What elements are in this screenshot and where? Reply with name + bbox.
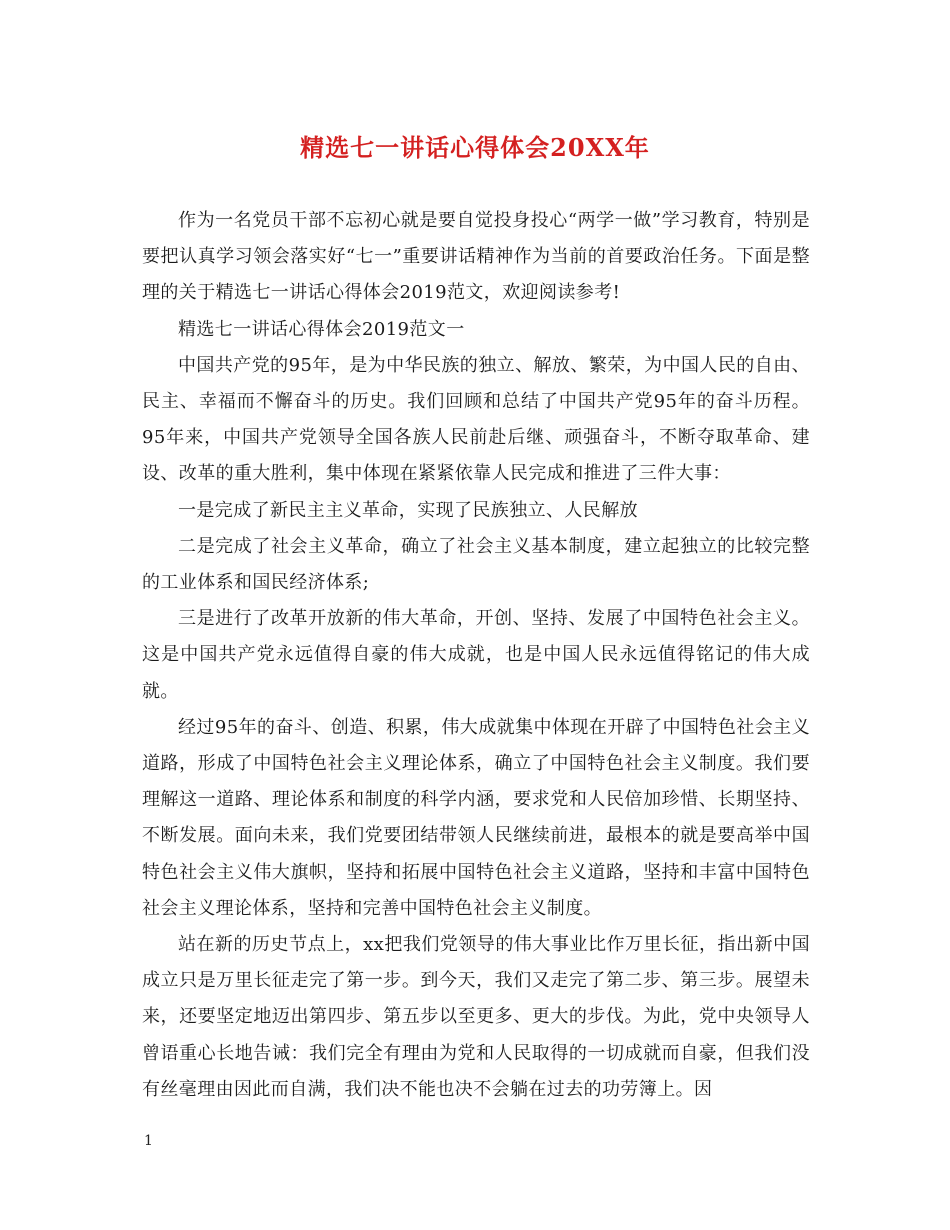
paragraph-achievements: 经过95年的奋斗、创造、积累，伟大成就集中体现在开辟了中国特色社会主义道路，形成了中国特色社会主义理论体系，确立了中国特色社会主义制度。我们要理解这一道路、理论体系和制度的科学内涵，要求党和人民倍加珍惜、长期坚持、不断发展。面向未来，我们党要团结带领人民继续前进，最根本的就是要高举中国特色社会主义伟大旗帜，坚持和拓展中国特色社会主义道路，坚持和丰富中国特色社会主义理论体系，坚持和完善中国特色社会主义制度。 — [142, 716, 810, 919]
paragraph-third-event: 三是进行了改革开放新的伟大革命，开创、坚持、发展了中国特色社会主义。这是中国共产党永远值得自豪的伟大成就，也是中国人民永远值得铭记的伟大成就。 — [142, 608, 810, 702]
paragraph-history: 中国共产党的95年，是为中华民族的独立、解放、繁荣，为中国人民的自由、民主、幸福而不懈奋斗的历史。我们回顾和总结了中国共产党95年的奋斗历程。95年来，中国共产党领导全国各族人民前赴后继、顽强奋斗，不断夺取革命、建设、改革的重大胜利，集中体现在紧紧依靠人民完成和推进了三件大事： — [142, 354, 810, 485]
paragraph-first-event: 一是完成了新民主主义革命，实现了民族独立、人民解放 — [178, 499, 638, 521]
document-body — [142, 203, 810, 1108]
paragraph-intro: 作为一名党员干部不忘初心就是要自觉投身投心“两学一做”学习教育，特别是要把认真学习领会落实好“七一”重要讲话精神作为当前的首要政治任务。下面是整理的关于精选七一讲话心得体会2019范文，欢迎阅读参考! — [142, 210, 810, 304]
paragraph-subheading: 精选七一讲话心得体会2019范文一 — [178, 318, 465, 340]
paragraph-second-event: 二是完成了社会主义革命，确立了社会主义基本制度，建立起独立的比较完整的工业体系和国民经济体系; — [142, 535, 810, 594]
page-number: 1 — [144, 1133, 153, 1149]
paragraph-long-march: 站在新的历史节点上，xx把我们党领导的伟大事业比作万里长征，指出新中国成立只是万里长征走完了第一步。到今天，我们又走完了第二步、第三步。展望未来，还要坚定地迈出第四步、第五步以至更多、更大的步伐。为此，党中央领导人曾语重心长地告诫：我们完全有理由为党和人民取得的一切成就而自豪，但我们没有丝毫理由因此而自满，我们决不能也决不会躺在过去的功劳簿上。因 — [142, 934, 810, 1100]
document-title: 精选七一讲话心得体会20XX年 — [300, 133, 650, 162]
